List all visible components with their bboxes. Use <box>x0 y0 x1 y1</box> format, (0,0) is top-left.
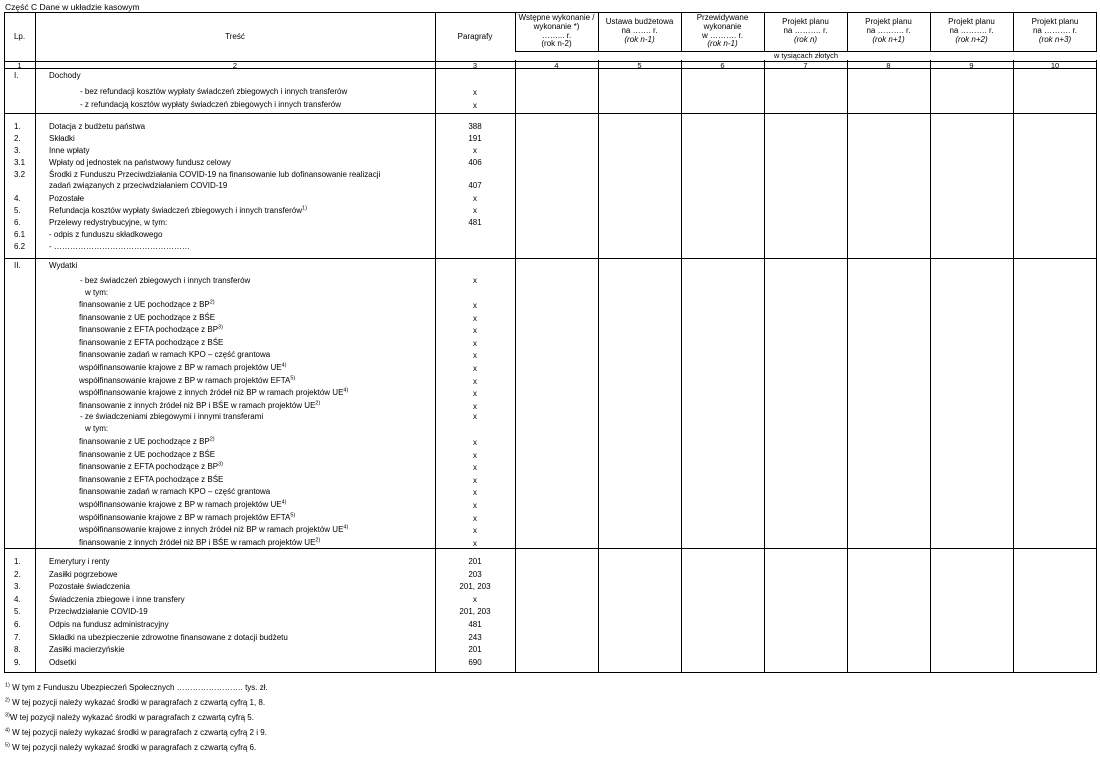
w-tym-label <box>85 287 108 298</box>
row-paragraf: 407 <box>468 181 482 190</box>
group-label <box>80 411 263 422</box>
row-lp: 4. <box>14 194 21 203</box>
row-lp: 6. <box>14 218 21 227</box>
footnote-ref: 2) <box>209 436 215 443</box>
col5-header-line: (rok n-1) <box>624 34 655 44</box>
footnote-mark: 1) <box>5 682 10 689</box>
col4-header-line: ……... r. <box>541 30 572 40</box>
row-paragraf: x <box>473 338 477 348</box>
row-lp: 6. <box>14 620 21 629</box>
column-number: 8 <box>886 61 891 70</box>
list-item <box>49 657 76 668</box>
list-item <box>79 349 270 360</box>
list-item <box>49 241 190 252</box>
list-item <box>79 512 295 523</box>
grid-line <box>35 12 36 673</box>
list-item-text: finansowanie zadań w ramach KPO – część grantowa <box>79 487 271 497</box>
column-number: 4 <box>554 61 559 70</box>
list-item <box>79 461 223 472</box>
col10-header-line: Projekt planu <box>1031 17 1079 27</box>
col4-header <box>515 12 598 51</box>
list-item-text: Składki na ubezpieczenie zdrowotne finansowane z dotacji budżetu <box>49 632 288 642</box>
grid-line <box>515 12 516 673</box>
row-lp: 5. <box>14 206 21 215</box>
section-title: Część C Dane w układzie kasowym <box>5 2 140 12</box>
footnote-ref: 2) <box>209 299 215 306</box>
col8-header <box>847 12 930 51</box>
col5-header-line: na ……. r. <box>621 26 658 36</box>
list-item-text: Odpis na fundusz administracyjny <box>49 620 169 629</box>
list-item-text: Wpłaty od jednostek na państwowy fundusz celowy <box>49 158 231 167</box>
list-item-text: finansowanie z EFTA pochodzące z BP <box>79 462 219 472</box>
col6-header-line: wykonanie <box>703 21 742 31</box>
list-item-text: finansowanie z UE pochodzące z BP <box>79 437 210 446</box>
grid-line <box>681 12 682 673</box>
footnote-mark: 4) <box>5 727 10 734</box>
list-item <box>49 594 185 605</box>
list-item <box>49 606 148 617</box>
list-item <box>49 569 117 580</box>
list-item-text: finansowanie z UE pochodzące z BP <box>79 300 210 309</box>
list-item <box>49 169 380 180</box>
footnote-ref: 4) <box>343 524 349 531</box>
row-lp: 6.1 <box>14 230 26 239</box>
row-paragraf: x <box>473 326 477 336</box>
col6-header-line: (rok n-1) <box>707 39 738 49</box>
row-lp: 4. <box>14 594 21 604</box>
row-lp: 5. <box>14 607 21 617</box>
list-item-text: - z refundacją kosztów wypłaty świadczeń zbiegowych i innych transferów <box>80 99 342 109</box>
list-item-text: finansowanie z UE pochodzące z BŚE <box>79 312 216 322</box>
row-paragraf: 243 <box>468 632 482 642</box>
list-item <box>49 193 84 204</box>
footnote <box>5 683 268 692</box>
list-item-text: zadań związanych z przeciwdziałaniem COVID-19 <box>49 181 228 190</box>
section-label <box>49 260 77 271</box>
list-item-text: Pozostałe świadczenia <box>49 582 130 592</box>
row-paragraf: x <box>473 401 477 411</box>
list-item-text: Składki <box>49 134 75 143</box>
unit-label: w tysiącach złotych <box>515 52 1097 60</box>
column-number: 7 <box>803 61 808 70</box>
list-item <box>49 556 109 567</box>
footnote-ref: 1) <box>302 205 307 212</box>
list-item <box>79 524 348 535</box>
list-item-text: finansowanie z EFTA pochodzące z BŚE <box>79 337 224 347</box>
footnote-ref: 3) <box>218 324 223 331</box>
footnote-ref: 2) <box>315 537 321 544</box>
list-item <box>79 312 215 323</box>
row-lp: II. <box>14 261 21 270</box>
col8-header-line: na ………. r. <box>866 26 911 36</box>
grid-line <box>1013 12 1014 673</box>
list-item-text: finansowanie zadań w ramach KPO – część grantowa <box>79 350 271 360</box>
row-paragraf: x <box>473 389 477 399</box>
group-label-text: - ze świadczeniami zbiegowymi i innymi transferami <box>80 412 264 421</box>
col6-header <box>681 12 764 51</box>
list-item <box>49 619 169 630</box>
list-item <box>79 449 215 460</box>
list-item <box>49 229 162 240</box>
row-paragraf: 690 <box>468 657 482 667</box>
group-label <box>80 275 250 286</box>
col4-header-line: (rok n-2) <box>541 39 572 49</box>
list-item <box>79 436 215 447</box>
footnote-ref: 4) <box>343 387 349 394</box>
column-number: 9 <box>969 61 974 70</box>
row-paragraf: 201 <box>468 645 482 655</box>
list-item <box>49 133 75 144</box>
footnote <box>5 698 265 707</box>
col7-header-line: na ………. r. <box>783 26 828 36</box>
footnote-text: W tej pozycji należy wykazać środki w paragrafach z czwartą cyfrą 1, 8. <box>9 698 266 707</box>
row-lp: 3. <box>14 582 21 592</box>
list-item-text: współfinansowanie krajowe z BP w ramach projektów UE <box>79 500 282 509</box>
list-item <box>79 387 348 398</box>
list-item <box>79 537 320 548</box>
list-item <box>79 474 223 485</box>
list-item-text: Zasiłki pogrzebowe <box>49 569 118 579</box>
footnote <box>5 713 254 722</box>
row-paragraf: x <box>473 194 477 203</box>
list-item-text: współfinansowanie krajowe z BP w ramach projektów EFTA <box>79 512 291 522</box>
footnote-text: W tym z Funduszu Ubezpieczeń Społecznych ……………………. tys. zł. <box>9 683 268 692</box>
grid-line <box>930 12 931 673</box>
list-item-text: - …………………………………………… <box>49 242 190 251</box>
list-item <box>79 400 320 411</box>
row-paragraf: x <box>473 301 477 310</box>
row-lp: 3. <box>14 146 21 155</box>
row-lp: 1. <box>14 122 21 131</box>
list-item-text: Świadczenia zbiegowe i inne transfery <box>49 594 185 604</box>
list-item <box>49 205 307 216</box>
grid-line <box>764 12 765 673</box>
list-item <box>49 145 89 156</box>
row-paragraf: 201, 203 <box>459 607 491 617</box>
footnote-mark: 2) <box>5 697 10 704</box>
col4-header-line: Wstępne wykonanie / <box>518 12 595 22</box>
list-item <box>79 499 287 510</box>
col10-header-line: (rok n+3) <box>1038 34 1072 44</box>
row-paragraf: 191 <box>468 134 482 143</box>
list-item-text: współfinansowanie krajowe z innych źródeł niż BP w ramach projektów UE <box>79 525 344 535</box>
footnote-ref: 4) <box>281 362 287 369</box>
footnote-mark: 3) <box>5 712 10 719</box>
col7-header-line: Projekt planu <box>782 17 829 27</box>
row-paragraf: x <box>473 376 477 386</box>
footnote-ref: 3) <box>218 461 223 468</box>
row-paragraf: 201, 203 <box>459 582 491 592</box>
col6-header-line: Przewidywane <box>696 12 749 22</box>
row-lp: 9. <box>14 657 21 667</box>
grid-line <box>4 258 1097 259</box>
section-label-text: Wydatki <box>49 261 78 270</box>
row-lp: 2. <box>14 134 21 143</box>
row-paragraf: x <box>473 206 477 215</box>
row-paragraf: 388 <box>468 122 482 131</box>
row-paragraf: x <box>473 100 477 110</box>
footnote-text: W tej pozycji należy wykazać środki w paragrafach z czwartą cyfrą 6. <box>9 743 257 752</box>
section-label <box>49 70 81 81</box>
list-item <box>80 99 341 110</box>
list-item <box>49 632 288 643</box>
list-item <box>79 486 270 497</box>
row-lp: 7. <box>14 632 21 642</box>
footnote-ref: 5) <box>290 511 296 518</box>
row-paragraf: x <box>473 351 477 361</box>
col7-header <box>764 12 847 51</box>
list-item <box>79 337 223 348</box>
row-paragraf: x <box>473 594 477 604</box>
footnote-ref: 5) <box>290 374 296 381</box>
row-lp: I. <box>14 71 19 80</box>
column-number: 1 <box>17 61 22 70</box>
list-item-text: Odsetki <box>49 657 77 667</box>
column-number: 3 <box>472 61 478 70</box>
list-item <box>49 157 231 168</box>
footnote-text: W tej pozycji należy wykazać środki w paragrafach z czwartą cyfrą 2 i 9. <box>9 728 267 737</box>
list-item <box>49 180 227 191</box>
lp-header: Lp. <box>13 32 26 41</box>
list-item-text: Przelewy redystrybucyjne, w tym: <box>49 218 168 227</box>
col8-header-line: (rok n+1) <box>872 34 905 44</box>
row-paragraf: x <box>473 475 477 485</box>
row-paragraf: 481 <box>468 620 482 629</box>
row-lp: 3.2 <box>14 170 26 179</box>
footnote <box>5 743 256 752</box>
row-paragraf: x <box>473 88 477 97</box>
row-paragraf: x <box>473 538 477 548</box>
col6-header-line: w ………. r. <box>702 30 743 40</box>
list-item-text: współfinansowanie krajowe z BP w ramach projektów UE <box>79 363 282 372</box>
row-paragraf: x <box>473 526 477 536</box>
row-paragraf: x <box>473 501 477 510</box>
list-item-text: Zasiłki macierzyńskie <box>49 645 125 655</box>
list-item-text: - odpis z funduszu składkowego <box>49 230 163 239</box>
row-paragraf: x <box>473 463 477 473</box>
w-tym-label <box>85 423 108 434</box>
list-item <box>79 375 295 386</box>
col4-header-line: wykonanie *) <box>533 21 580 31</box>
row-paragraf: x <box>473 412 477 421</box>
footnote <box>5 728 267 737</box>
col10-header-line: na ………. r. <box>1032 26 1077 36</box>
list-item-text: finansowanie z UE pochodzące z BŚE <box>79 449 216 459</box>
list-item <box>49 121 145 132</box>
col9-header-line: (rok n+2) <box>955 34 988 44</box>
grid-line <box>847 12 848 673</box>
list-item-text: współfinansowanie krajowe z BP w ramach projektów EFTA <box>79 375 291 385</box>
col9-header-line: na ………. r. <box>949 26 994 36</box>
list-item-text: finansowanie z innych źródeł niż BP i BŚE w ramach projektów UE <box>79 400 316 410</box>
list-item-text: Refundacja kosztów wypłaty świadczeń zbiegowych i innych transferów <box>49 206 303 215</box>
footnote-mark: 5) <box>5 742 10 749</box>
col7-header-line: (rok n) <box>793 34 818 44</box>
list-item-text: finansowanie z EFTA pochodzące z BP <box>79 325 219 335</box>
col10-header <box>1013 12 1097 51</box>
list-item <box>79 324 223 335</box>
grid-line <box>4 548 1097 549</box>
col8-header-line: Projekt planu <box>865 17 912 27</box>
row-paragraf: x <box>473 276 477 285</box>
list-item-text: współfinansowanie krajowe z innych źródeł niż BP w ramach projektów UE <box>79 388 344 398</box>
column-number: 6 <box>720 61 725 70</box>
column-number: 10 <box>1050 61 1060 70</box>
list-item-text: finansowanie z innych źródeł niż BP i BŚE w ramach projektów UE <box>79 537 316 547</box>
list-item-text: Środki z Funduszu Przeciwdziałania COVID-19 na finansowanie lub dofinansowanie realizacji <box>49 170 381 179</box>
list-item <box>79 362 287 373</box>
row-lp: 2. <box>14 569 21 579</box>
row-paragraf: 481 <box>468 218 482 227</box>
column-number: 5 <box>637 61 642 70</box>
row-lp: 6.2 <box>14 242 26 251</box>
row-paragraf: 406 <box>468 158 482 167</box>
list-item-text: Przeciwdziałanie COVID-19 <box>49 607 148 617</box>
col5-header-line: Ustawa budżetowa <box>605 17 674 27</box>
list-item <box>80 86 347 97</box>
col9-header <box>930 12 1013 51</box>
grid-line <box>598 12 599 673</box>
list-item-text: - bez refundacji kosztów wypłaty świadczeń zbiegowych i innych transferów <box>80 87 348 96</box>
section-label-text: Dochody <box>49 71 81 80</box>
grid-line <box>4 113 1097 114</box>
tresc-header: Treść <box>225 32 245 41</box>
footnote-text: W tej pozycji należy wykazać środki w paragrafach z czwartą cyfrą 5. <box>9 713 254 722</box>
list-item-text: Pozostałe <box>49 194 85 203</box>
list-item <box>79 299 215 310</box>
row-paragraf: x <box>473 438 477 447</box>
list-item-text: finansowanie z EFTA pochodzące z BŚE <box>79 474 224 484</box>
row-paragraf: 203 <box>468 569 482 579</box>
w-tym-label-text: w tym: <box>85 424 109 433</box>
list-item-text: Inne wpłaty <box>49 146 90 155</box>
list-item <box>49 217 167 228</box>
footnote-ref: 4) <box>281 499 287 506</box>
w-tym-label-text: w tym: <box>85 288 109 297</box>
row-paragraf: 201 <box>468 557 482 566</box>
col9-header-line: Projekt planu <box>948 17 995 27</box>
row-lp: 3.1 <box>14 158 26 167</box>
row-paragraf: x <box>473 488 477 498</box>
group-label-text: - bez świadczeń zbiegowych i innych transferów <box>80 276 251 285</box>
row-paragraf: x <box>473 450 477 460</box>
footnote-ref: 2) <box>315 400 321 407</box>
paragrafy-header: Paragrafy <box>457 32 493 41</box>
column-number: 2 <box>232 61 238 70</box>
list-item-text: Emerytury i renty <box>49 557 110 566</box>
row-paragraf: x <box>473 364 477 373</box>
row-paragraf: x <box>473 313 477 323</box>
row-paragraf: x <box>473 513 477 523</box>
list-item-text: Dotacja z budżetu państwa <box>49 122 146 131</box>
list-item <box>49 581 130 592</box>
row-paragraf: x <box>473 146 477 155</box>
col5-header <box>598 12 681 51</box>
row-lp: 1. <box>14 557 21 566</box>
row-lp: 8. <box>14 645 21 655</box>
list-item <box>49 644 125 655</box>
